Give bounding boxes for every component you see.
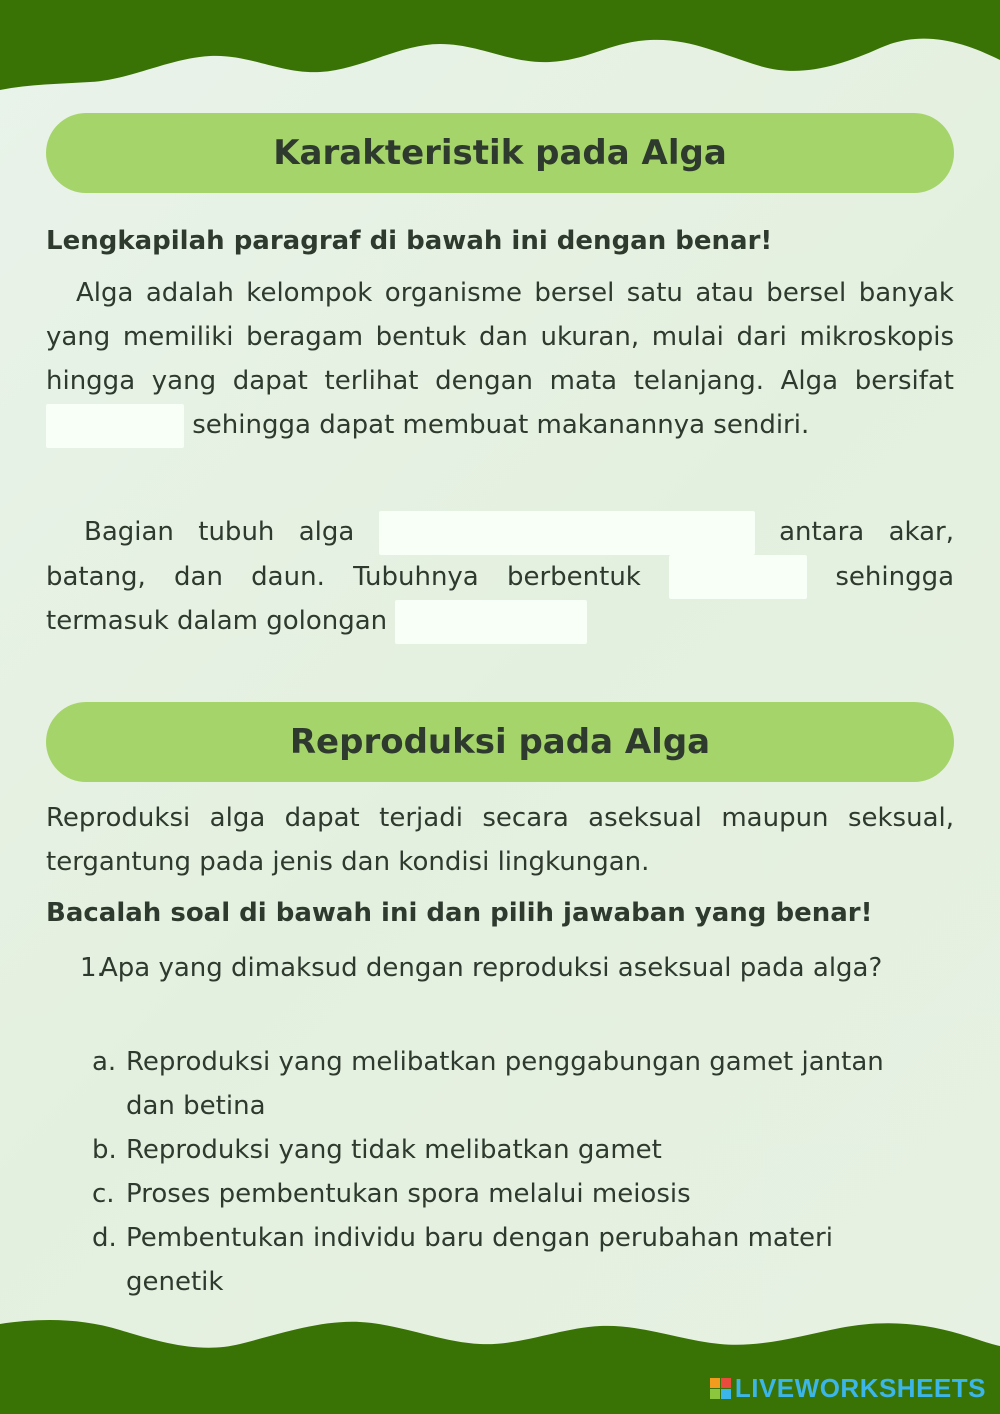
paragraph-text: Bagian tubuh alga	[84, 517, 355, 547]
paragraph-text: sehingga termasuk dalam golongan	[46, 561, 955, 636]
option-c[interactable]	[92, 1172, 932, 1216]
top-wave-decoration	[0, 0, 1000, 100]
answer-blank-4[interactable]	[395, 600, 587, 644]
option-text: Pembentukan individu baru dengan perubahan materi genetik	[126, 1223, 833, 1297]
logo-mark-icon	[710, 1378, 731, 1399]
logo-text: LIVEWORKSHEETS	[734, 1373, 986, 1403]
option-d[interactable]	[92, 1216, 932, 1304]
section-title-text: Reproduksi pada Alga	[289, 722, 711, 762]
paragraph-reproduction-intro: Reproduksi alga dapat terjadi secara aseksual maupun seksual, tergantung pada jenis dan kondisi lingkungan.	[46, 803, 954, 877]
section-title-reproduksi	[46, 702, 954, 782]
section-title-text: Karakteristik pada Alga	[273, 133, 727, 173]
paragraph-text: sehingga dapat membuat makanannya sendiri.	[192, 410, 810, 440]
multiple-choice-instruction: Bacalah soal di bawah ini dan pilih jawaban yang benar!	[46, 898, 873, 928]
option-text: Reproduksi yang melibatkan penggabungan gamet jantan dan betina	[126, 1047, 884, 1121]
option-letter: d.	[92, 1223, 117, 1253]
fill-in-instruction: Lengkapilah paragraf di bawah ini dengan benar!	[46, 226, 773, 256]
question-text: Apa yang dimaksud dengan reproduksi aseksual pada alga?	[100, 953, 883, 983]
section-title-karakteristik	[46, 113, 954, 193]
option-text: Reproduksi yang tidak melibatkan gamet	[126, 1135, 662, 1165]
answer-blank-1[interactable]	[46, 404, 184, 448]
option-a[interactable]	[92, 1040, 932, 1128]
answer-blank-3[interactable]	[669, 555, 807, 599]
option-letter: b.	[92, 1135, 117, 1165]
paragraph-text: Alga adalah kelompok organisme bersel satu atau bersel banyak yang memiliki beragam bentuk dan ukuran, mulai dari mikroskopis hingga yang dapat terlihat dengan mata telanjang. Alga bersifat	[46, 278, 954, 396]
paragraph-alga-definition	[46, 271, 954, 448]
question-number: 1.	[80, 953, 105, 983]
option-letter: a.	[92, 1047, 117, 1077]
option-letter: c.	[92, 1179, 115, 1209]
paragraph-alga-body	[46, 510, 954, 644]
option-text: Proses pembentukan spora melalui meiosis	[126, 1179, 691, 1209]
answer-blank-2[interactable]	[379, 511, 755, 555]
option-b[interactable]	[92, 1128, 932, 1172]
liveworksheets-logo	[710, 1373, 986, 1404]
paragraph-text: antara akar, batang, dan daun. Tubuhnya berbentuk	[46, 517, 955, 592]
